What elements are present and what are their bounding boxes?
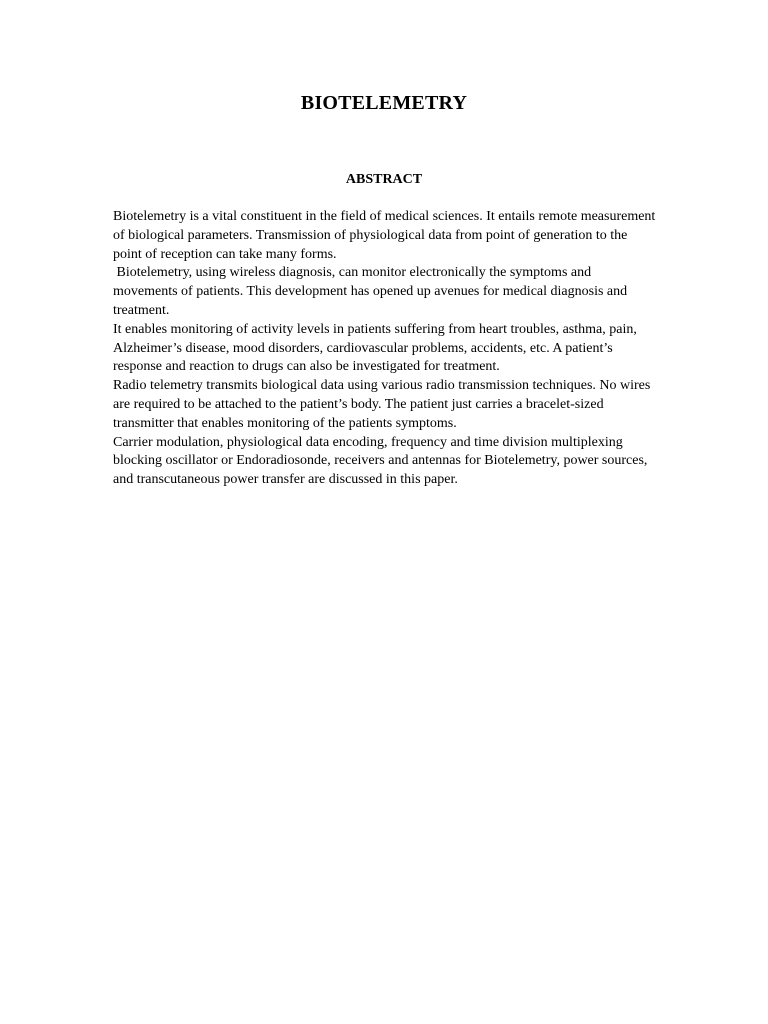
abstract-paragraph-2: Biotelemetry, using wireless diagnosis, can monitor electronically the symptoms and movements of patients. This development has opened up avenues for medical diagnosis and treatment. xyxy=(113,265,631,318)
abstract-paragraph-3: It enables monitoring of activity levels in patients suffering from heart troubles, asthma, pain, Alzheimer’s disease, mood disorders, cardiovascular problems, accidents, etc. A patient’s response and reaction to drugs can also be investigated for treatment. xyxy=(113,321,637,375)
abstract-paragraph-1: Biotelemetry is a vital constituent in the field of medical sciences. It entails remote measurement of biological parameters. Transmission of physiological data from point of generation to the point of reception can take many forms. xyxy=(113,209,656,262)
abstract-heading: ABSTRACT xyxy=(345,172,423,187)
abstract-body xyxy=(113,208,658,490)
document-title: BIOTELEMETRY xyxy=(300,92,468,114)
abstract-paragraph-4: Radio telemetry transmits biological data using various radio transmission techniques. No wires are required to be attached to the patient’s body. The patient just carries a bracelet-sized transmitter that enables monitoring of the patients symptoms. xyxy=(113,378,651,431)
abstract-paragraph-5: Carrier modulation, physiological data encoding, frequency and time division multiplexing blocking oscillator or Endoradiosonde, receivers and antennas for Biotelemetry, power sources, and transcutaneous power transfer are discussed in this paper. xyxy=(113,434,648,488)
